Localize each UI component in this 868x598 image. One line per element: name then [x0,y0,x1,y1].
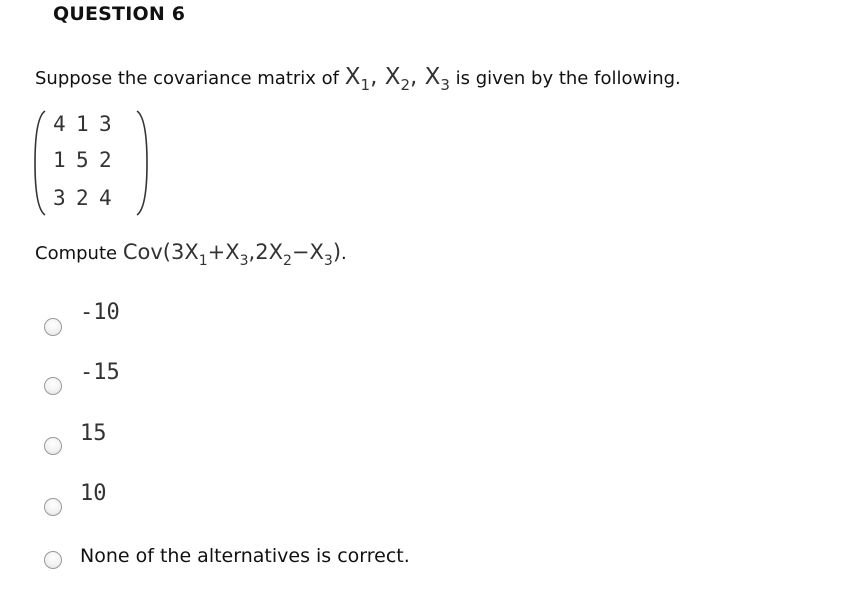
matrix-cell: 4 [99,186,112,210]
radio-button[interactable] [44,498,62,516]
prompt-text: Suppose the covariance matrix of [35,68,340,89]
matrix-cell: 3 [99,112,112,136]
separator: , [410,64,425,90]
variable-x3: $X_3$ [424,64,450,94]
matrix-row [53,186,122,210]
matrix-row [53,112,122,136]
option-label: -15 [80,360,120,385]
covariance-matrix [33,108,149,218]
matrix-cell: 3 [53,186,66,210]
option-label: 15 [80,421,107,446]
matrix-row [53,148,122,172]
radio-button[interactable] [44,551,62,569]
option-label: -10 [80,300,120,325]
radio-button[interactable] [44,377,62,395]
compute-period: . [341,243,347,264]
question-heading: QUESTION 6 [53,3,186,25]
matrix-cell: 2 [99,148,112,172]
variable-x1: $X_1$ [344,64,371,94]
variable-x2: $X_2$ [384,64,410,94]
radio-button[interactable] [44,318,62,336]
matrix-cell: 1 [76,112,89,136]
matrix-cell: 1 [53,148,66,172]
prompt-text-end: is given by the following. [449,68,681,89]
radio-button[interactable] [44,437,62,455]
matrix-cell: 4 [53,112,66,136]
option-label: 10 [80,481,107,506]
compute-instruction [35,240,347,269]
matrix-cell: 5 [76,148,89,172]
matrix-cell: 2 [76,186,89,210]
compute-label: Compute [35,243,123,264]
separator: , [370,64,385,90]
option-label: None of the alternatives is correct. [80,545,410,567]
question-prompt [35,64,681,94]
covariance-expression: $Cov(3X_1+X_3,2X_2-X_3)$ [122,240,342,269]
